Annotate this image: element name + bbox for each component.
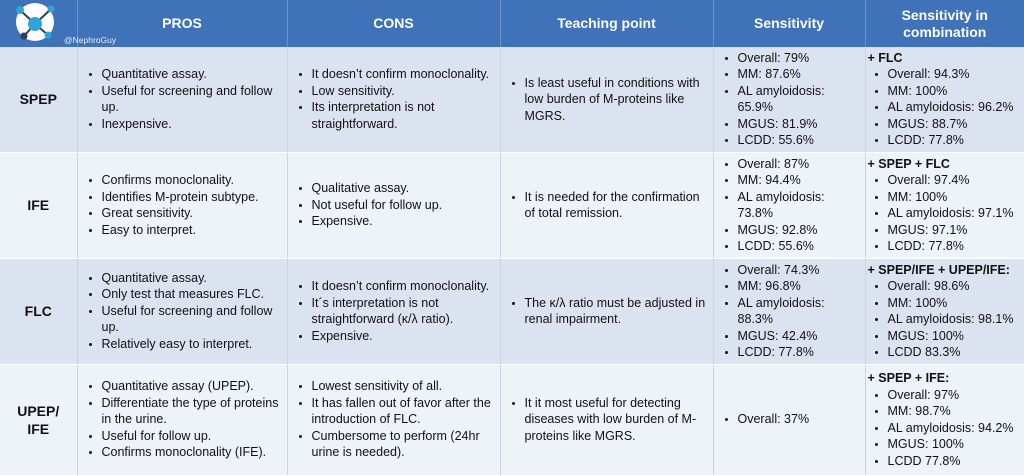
list-item: • Its interpretation is not straightforward. <box>312 99 496 132</box>
list-item: • LCDD: 77.8% <box>888 238 1021 255</box>
combination-cell <box>865 364 1024 475</box>
list-item: • Useful for screening and follow up. <box>102 83 283 116</box>
pros-cell <box>77 364 287 475</box>
list-item: • MM: 87.6% <box>738 66 861 83</box>
pros-cell <box>77 152 287 258</box>
combination-label: + SPEP + FLC <box>867 156 950 171</box>
list-item: • It is needed for the confirmation of total remission. <box>525 189 709 222</box>
header-sensitivity-combination: Sensitivity in combination <box>865 0 1024 47</box>
list-item: • MGUS: 42.4% <box>738 328 861 345</box>
author-handle: @NephroGuy <box>64 35 117 45</box>
list-item: • MGUS: 100% <box>888 436 1021 453</box>
header-row <box>0 0 1024 47</box>
list-item: • Overall: 79% <box>738 50 861 67</box>
list-item: • Low sensitivity. <box>312 83 496 100</box>
cons-cell <box>287 258 500 364</box>
header-pros: PROS <box>77 0 287 47</box>
list-item: • AL amyloidosis: 94.2% <box>888 420 1021 437</box>
list-item: • AL amyloidosis: 96.2% <box>888 99 1021 116</box>
list-item: • The κ/λ ratio must be adjusted in renal impairment. <box>525 295 709 328</box>
table-row <box>0 364 1024 475</box>
list-item: • It doesn’t confirm monoclonality. <box>312 278 496 295</box>
list-item: • Relatively easy to interpret. <box>102 336 283 353</box>
list-item: • Overall: 87% <box>738 156 861 173</box>
list-item: • MM: 94.4% <box>738 172 861 189</box>
pros-cell <box>77 258 287 364</box>
list-item: • Quantitative assay. <box>102 66 283 83</box>
list-item: • Inexpensive. <box>102 116 283 133</box>
list-item: • It it most useful for detecting diseases with low burden of M-proteins like MGRS. <box>525 395 709 445</box>
header-sensitivity: Sensitivity <box>713 0 865 47</box>
list-item: • Easy to interpret. <box>102 222 283 239</box>
combination-label: + FLC <box>867 50 903 65</box>
cons-cell <box>287 364 500 475</box>
teaching-cell <box>500 47 713 152</box>
combination-label: + SPEP + IFE: <box>867 371 950 385</box>
list-item: • MGUS: 88.7% <box>888 116 1021 133</box>
list-item: • Overall: 98.6% <box>888 278 1021 295</box>
cons-cell <box>287 47 500 152</box>
list-item: • Only test that measures FLC. <box>102 286 283 303</box>
list-item: • Overall: 97% <box>888 387 1021 404</box>
list-item: • Is least useful in conditions with low burden of M-proteins like MGRS. <box>525 75 709 125</box>
list-item: • MGUS: 97.1% <box>888 222 1021 239</box>
header-teaching-point: Teaching point <box>500 0 713 47</box>
list-item: • MM: 100% <box>888 189 1021 206</box>
network-node-icon <box>6 2 64 42</box>
list-item: • LCDD: 77.8% <box>888 132 1021 149</box>
list-item: • Identifies M-protein subtype. <box>102 189 283 206</box>
list-item: • Quantitative assay. <box>102 270 283 287</box>
teaching-cell <box>500 364 713 475</box>
list-item: • LCDD 83.3% <box>888 344 1021 361</box>
list-item: • MGUS: 81.9% <box>738 116 861 133</box>
list-item: • LCDD: 55.6% <box>738 238 861 255</box>
list-item: • MM: 100% <box>888 83 1021 100</box>
list-item: • AL amyloidosis: 73.8% <box>738 189 861 222</box>
list-item: • AL amyloidosis: 97.1% <box>888 205 1021 222</box>
list-item: • It doesn’t confirm monoclonality. <box>312 66 496 83</box>
list-item: • Cumbersome to perform (24hr urine is needed). <box>312 428 496 461</box>
list-item: • Expensive. <box>312 213 496 230</box>
list-item: • Differentiate the type of proteins in the urine. <box>102 395 283 428</box>
cons-cell <box>287 152 500 258</box>
row-test-name: SPEP <box>0 47 77 152</box>
list-item: • Confirms monoclonality. <box>102 172 283 189</box>
list-item: • Quantitative assay (UPEP). <box>102 378 283 395</box>
list-item: • Lowest sensitivity of all. <box>312 378 496 395</box>
pros-cell <box>77 47 287 152</box>
row-test-name: IFE <box>0 152 77 258</box>
list-item: • AL amyloidosis: 88.3% <box>738 295 861 328</box>
sensitivity-cell <box>713 258 865 364</box>
list-item: • LCDD 77.8% <box>888 453 1021 470</box>
list-item: • Overall: 94.3% <box>888 66 1021 83</box>
sensitivity-cell <box>713 47 865 152</box>
list-item: • MM: 98.7% <box>888 403 1021 420</box>
list-item: • Qualitative assay. <box>312 180 496 197</box>
list-item: • Not useful for follow up. <box>312 197 496 214</box>
list-item: • Overall: 37% <box>738 411 861 428</box>
sensitivity-cell <box>713 364 865 475</box>
list-item: • LCDD: 77.8% <box>738 344 861 361</box>
list-item: • LCDD: 55.6% <box>738 132 861 149</box>
list-item: • MM: 96.8% <box>738 278 861 295</box>
list-item: • Overall: 97.4% <box>888 172 1021 189</box>
list-item: • MGUS: 92.8% <box>738 222 861 239</box>
combination-cell <box>865 47 1024 152</box>
list-item: • Great sensitivity. <box>102 205 283 222</box>
header-cons: CONS <box>287 0 500 47</box>
row-test-name: FLC <box>0 258 77 364</box>
row-test-name: UPEP/ IFE <box>0 364 77 475</box>
list-item: • Useful for screening and follow up. <box>102 303 283 336</box>
list-item: • Confirms monoclonality (IFE). <box>102 444 283 461</box>
sensitivity-cell <box>713 152 865 258</box>
list-item: • AL amyloidosis: 65.9% <box>738 83 861 116</box>
combination-cell <box>865 258 1024 364</box>
list-item: • Useful for follow up. <box>102 428 283 445</box>
list-item: • Expensive. <box>312 328 496 345</box>
list-item: • It has fallen out of favor after the introduction of FLC. <box>312 395 496 428</box>
combination-cell <box>865 152 1024 258</box>
table-row <box>0 258 1024 364</box>
list-item: • It´s interpretation is not straightforward (κ/λ ratio). <box>312 295 496 328</box>
list-item: • Overall: 74.3% <box>738 262 861 279</box>
list-item: • AL amyloidosis: 98.1% <box>888 311 1021 328</box>
teaching-cell <box>500 258 713 364</box>
table-row <box>0 152 1024 258</box>
combination-label: + SPEP/IFE + UPEP/IFE: <box>867 262 1010 277</box>
table-row <box>0 47 1024 152</box>
list-item: • MM: 100% <box>888 295 1021 312</box>
teaching-cell <box>500 152 713 258</box>
list-item: • MGUS: 100% <box>888 328 1021 345</box>
